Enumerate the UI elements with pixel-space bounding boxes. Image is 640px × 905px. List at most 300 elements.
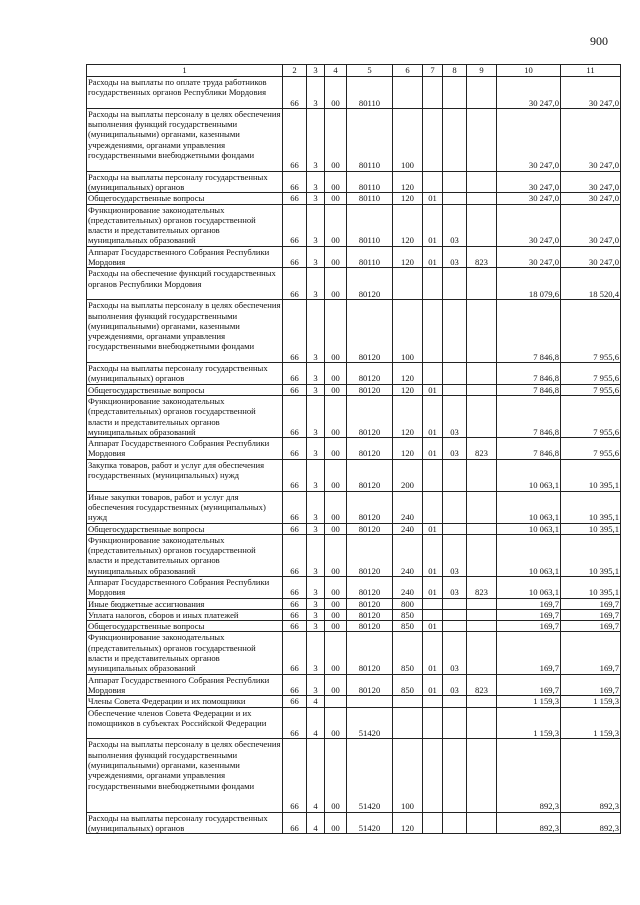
row-value-cell: 80120 — [347, 632, 393, 674]
row-value-cell: 240 — [393, 534, 423, 576]
row-name-cell: Общегосударственные вопросы — [87, 523, 283, 534]
row-value-cell: 66 — [283, 674, 307, 696]
row-value-cell: 03 — [443, 395, 467, 437]
row-value-cell: 03 — [443, 534, 467, 576]
row-value-cell: 03 — [443, 674, 467, 696]
table-row — [87, 459, 621, 491]
row-value-cell — [443, 598, 467, 609]
row-value-cell: 823 — [467, 246, 497, 268]
table-row — [87, 246, 621, 268]
row-value-cell: 7 846,8 — [497, 300, 561, 363]
row-name-cell: Функционирование законодательных (представительных) органов государственной власти и представительных органов муниципальных образований — [87, 632, 283, 674]
row-value-cell: 169,7 — [497, 621, 561, 632]
table-row — [87, 300, 621, 363]
row-value-cell: 4 — [307, 707, 325, 739]
row-value-cell — [443, 300, 467, 363]
column-header: 11 — [561, 65, 621, 77]
row-value-cell: 00 — [325, 438, 347, 460]
row-value-cell: 01 — [423, 384, 443, 395]
row-value-cell — [467, 491, 497, 523]
row-value-cell: 30 247,0 — [497, 77, 561, 109]
table-row — [87, 739, 621, 812]
row-value-cell: 00 — [325, 739, 347, 812]
row-value-cell: 4 — [307, 739, 325, 812]
row-name-cell: Расходы на выплаты персоналу государственных (муниципальных) органов — [87, 171, 283, 193]
table-header-row — [87, 65, 621, 77]
row-value-cell: 80110 — [347, 171, 393, 193]
row-value-cell: 00 — [325, 363, 347, 385]
row-value-cell — [467, 696, 497, 707]
row-value-cell: 00 — [325, 632, 347, 674]
row-value-cell: 66 — [283, 246, 307, 268]
row-value-cell: 892,3 — [561, 812, 621, 834]
row-value-cell: 892,3 — [497, 812, 561, 834]
row-value-cell: 100 — [393, 300, 423, 363]
row-value-cell: 00 — [325, 193, 347, 204]
row-value-cell: 169,7 — [497, 609, 561, 620]
row-value-cell: 00 — [325, 621, 347, 632]
row-value-cell: 01 — [423, 674, 443, 696]
row-value-cell — [467, 268, 497, 300]
row-value-cell: 3 — [307, 77, 325, 109]
column-header: 3 — [307, 65, 325, 77]
row-value-cell: 200 — [393, 459, 423, 491]
row-value-cell — [393, 77, 423, 109]
row-name-cell: Иные закупки товаров, работ и услуг для обеспечения государственных (муниципальных) нужд — [87, 491, 283, 523]
row-name-cell: Общегосударственные вопросы — [87, 384, 283, 395]
table-row — [87, 523, 621, 534]
row-value-cell: 01 — [423, 246, 443, 268]
row-value-cell: 03 — [443, 632, 467, 674]
row-value-cell: 823 — [467, 438, 497, 460]
row-value-cell: 120 — [393, 246, 423, 268]
row-value-cell: 66 — [283, 534, 307, 576]
row-value-cell: 120 — [393, 204, 423, 246]
row-value-cell: 10 063,1 — [497, 576, 561, 598]
table-row — [87, 696, 621, 707]
row-value-cell: 3 — [307, 246, 325, 268]
row-value-cell: 3 — [307, 576, 325, 598]
row-value-cell: 30 247,0 — [561, 193, 621, 204]
row-value-cell: 80120 — [347, 674, 393, 696]
row-value-cell: 850 — [393, 674, 423, 696]
row-value-cell — [423, 707, 443, 739]
row-value-cell: 66 — [283, 193, 307, 204]
budget-table — [86, 64, 621, 834]
row-name-cell: Функционирование законодательных (представительных) органов государственной власти и представительных органов муниципальных образований — [87, 204, 283, 246]
row-name-cell: Расходы на выплаты по оплате труда работников государственных органов Республики Мордовия — [87, 77, 283, 109]
table-row — [87, 438, 621, 460]
row-value-cell: 80120 — [347, 363, 393, 385]
row-value-cell: 00 — [325, 204, 347, 246]
row-value-cell: 800 — [393, 598, 423, 609]
row-name-cell: Обеспечение членов Совета Федерации и их помощников в субъектах Российской Федерации — [87, 707, 283, 739]
row-name-cell: Функционирование законодательных (представительных) органов государственной власти и представительных органов муниципальных образований — [87, 395, 283, 437]
row-value-cell: 3 — [307, 534, 325, 576]
row-value-cell: 66 — [283, 696, 307, 707]
row-value-cell: 01 — [423, 576, 443, 598]
column-header: 1 — [87, 65, 283, 77]
row-value-cell: 66 — [283, 171, 307, 193]
row-value-cell: 01 — [423, 193, 443, 204]
row-value-cell — [423, 268, 443, 300]
row-value-cell: 169,7 — [497, 674, 561, 696]
row-value-cell — [423, 812, 443, 834]
row-value-cell: 100 — [393, 739, 423, 812]
row-value-cell: 80120 — [347, 534, 393, 576]
row-value-cell: 66 — [283, 204, 307, 246]
column-header: 4 — [325, 65, 347, 77]
row-value-cell — [467, 77, 497, 109]
row-value-cell: 169,7 — [561, 598, 621, 609]
row-name-cell: Расходы на выплаты персоналу в целях обеспечения выполнения функций государственными (муниципальными) органами, казенными учреждениями, органами управления государственными внебюджетными фондами — [87, 108, 283, 171]
row-value-cell: 00 — [325, 534, 347, 576]
row-value-cell — [467, 459, 497, 491]
row-value-cell: 850 — [393, 632, 423, 674]
row-value-cell: 80120 — [347, 300, 393, 363]
row-name-cell: Аппарат Государственного Собрания Республики Мордовия — [87, 576, 283, 598]
page-number: 900 — [590, 34, 608, 48]
row-value-cell: 66 — [283, 576, 307, 598]
row-value-cell: 7 846,8 — [497, 363, 561, 385]
row-value-cell: 00 — [325, 246, 347, 268]
row-value-cell — [443, 491, 467, 523]
row-value-cell: 00 — [325, 707, 347, 739]
row-value-cell: 3 — [307, 108, 325, 171]
row-value-cell: 80110 — [347, 193, 393, 204]
row-value-cell: 80120 — [347, 491, 393, 523]
row-name-cell: Аппарат Государственного Собрания Республики Мордовия — [87, 246, 283, 268]
row-name-cell: Расходы на выплаты персоналу в целях обеспечения выполнения функций государственными (муниципальными) органами, казенными учреждениями, органами управления государственными внебюджетными фондами — [87, 300, 283, 363]
row-value-cell: 7 955,6 — [561, 395, 621, 437]
row-value-cell: 1 159,3 — [561, 707, 621, 739]
table-row — [87, 108, 621, 171]
row-value-cell: 169,7 — [561, 621, 621, 632]
table-row — [87, 534, 621, 576]
row-value-cell: 00 — [325, 459, 347, 491]
row-value-cell: 3 — [307, 438, 325, 460]
row-value-cell — [423, 77, 443, 109]
row-name-cell: Закупка товаров, работ и услуг для обеспечения государственных (муниципальных) нужд — [87, 459, 283, 491]
table-row — [87, 707, 621, 739]
row-value-cell — [467, 739, 497, 812]
row-value-cell: 3 — [307, 193, 325, 204]
row-value-cell: 66 — [283, 621, 307, 632]
row-value-cell: 80110 — [347, 246, 393, 268]
row-value-cell: 00 — [325, 77, 347, 109]
table-row — [87, 674, 621, 696]
row-value-cell: 4 — [307, 812, 325, 834]
column-header: 6 — [393, 65, 423, 77]
row-name-cell: Аппарат Государственного Собрания Республики Мордовия — [87, 438, 283, 460]
table-row — [87, 632, 621, 674]
row-value-cell: 80120 — [347, 395, 393, 437]
table-row — [87, 193, 621, 204]
row-value-cell: 66 — [283, 77, 307, 109]
row-value-cell: 66 — [283, 739, 307, 812]
row-value-cell: 00 — [325, 523, 347, 534]
row-value-cell — [467, 204, 497, 246]
row-name-cell: Аппарат Государственного Собрания Республики Мордовия — [87, 674, 283, 696]
table-row — [87, 598, 621, 609]
row-value-cell — [423, 300, 443, 363]
row-value-cell: 80120 — [347, 459, 393, 491]
row-value-cell: 169,7 — [561, 674, 621, 696]
row-value-cell: 120 — [393, 171, 423, 193]
row-name-cell: Функционирование законодательных (представительных) органов государственной власти и представительных органов муниципальных образований — [87, 534, 283, 576]
row-value-cell: 30 247,0 — [561, 204, 621, 246]
row-value-cell: 169,7 — [497, 632, 561, 674]
row-value-cell: 240 — [393, 576, 423, 598]
row-name-cell: Иные бюджетные ассигнования — [87, 598, 283, 609]
row-value-cell: 823 — [467, 674, 497, 696]
row-value-cell: 66 — [283, 632, 307, 674]
row-value-cell: 00 — [325, 300, 347, 363]
row-value-cell: 3 — [307, 621, 325, 632]
row-value-cell: 80120 — [347, 438, 393, 460]
column-header: 7 — [423, 65, 443, 77]
row-value-cell: 66 — [283, 395, 307, 437]
row-name-cell: Общегосударственные вопросы — [87, 621, 283, 632]
column-header: 5 — [347, 65, 393, 77]
row-value-cell: 850 — [393, 609, 423, 620]
row-value-cell: 10 395,1 — [561, 491, 621, 523]
row-value-cell: 30 247,0 — [497, 171, 561, 193]
row-value-cell: 80110 — [347, 204, 393, 246]
table-row — [87, 491, 621, 523]
row-value-cell — [423, 491, 443, 523]
table-row — [87, 384, 621, 395]
row-value-cell: 00 — [325, 268, 347, 300]
row-value-cell: 66 — [283, 268, 307, 300]
row-value-cell — [443, 171, 467, 193]
row-value-cell: 03 — [443, 438, 467, 460]
row-value-cell: 00 — [325, 384, 347, 395]
row-value-cell: 51420 — [347, 739, 393, 812]
row-value-cell: 66 — [283, 363, 307, 385]
row-value-cell: 10 395,1 — [561, 576, 621, 598]
row-value-cell: 00 — [325, 395, 347, 437]
row-value-cell: 169,7 — [561, 609, 621, 620]
row-value-cell: 169,7 — [497, 598, 561, 609]
row-value-cell: 3 — [307, 459, 325, 491]
row-value-cell — [443, 707, 467, 739]
row-value-cell: 66 — [283, 707, 307, 739]
row-value-cell: 18 520,4 — [561, 268, 621, 300]
row-value-cell: 66 — [283, 108, 307, 171]
row-value-cell: 7 846,8 — [497, 438, 561, 460]
row-value-cell — [443, 108, 467, 171]
row-value-cell: 1 159,3 — [561, 696, 621, 707]
row-value-cell: 7 846,8 — [497, 384, 561, 395]
row-value-cell: 00 — [325, 812, 347, 834]
row-value-cell — [443, 384, 467, 395]
row-value-cell: 80120 — [347, 621, 393, 632]
row-value-cell: 80120 — [347, 523, 393, 534]
column-header: 2 — [283, 65, 307, 77]
row-value-cell: 00 — [325, 108, 347, 171]
row-value-cell: 3 — [307, 523, 325, 534]
row-value-cell — [443, 621, 467, 632]
row-value-cell: 7 955,6 — [561, 384, 621, 395]
row-name-cell: Расходы на выплаты персоналу государственных (муниципальных) органов — [87, 812, 283, 834]
row-value-cell — [467, 812, 497, 834]
row-value-cell: 01 — [423, 523, 443, 534]
row-value-cell — [423, 609, 443, 620]
column-header: 9 — [467, 65, 497, 77]
row-value-cell: 7 955,6 — [561, 363, 621, 385]
row-value-cell: 120 — [393, 193, 423, 204]
row-value-cell: 00 — [325, 576, 347, 598]
row-name-cell: Члены Совета Федерации и их помощники — [87, 696, 283, 707]
row-value-cell: 01 — [423, 204, 443, 246]
row-value-cell: 3 — [307, 268, 325, 300]
row-value-cell: 00 — [325, 171, 347, 193]
row-value-cell — [467, 193, 497, 204]
row-value-cell: 80120 — [347, 609, 393, 620]
row-value-cell: 00 — [325, 609, 347, 620]
row-value-cell: 30 247,0 — [497, 246, 561, 268]
row-value-cell: 18 079,6 — [497, 268, 561, 300]
row-value-cell — [443, 268, 467, 300]
table-row — [87, 576, 621, 598]
row-value-cell — [347, 696, 393, 707]
table-row — [87, 268, 621, 300]
row-value-cell: 1 159,3 — [497, 696, 561, 707]
row-value-cell: 3 — [307, 300, 325, 363]
row-value-cell: 80120 — [347, 384, 393, 395]
row-value-cell: 66 — [283, 523, 307, 534]
row-value-cell: 66 — [283, 384, 307, 395]
row-value-cell: 3 — [307, 598, 325, 609]
row-value-cell: 120 — [393, 438, 423, 460]
row-value-cell: 30 247,0 — [497, 193, 561, 204]
row-value-cell: 3 — [307, 674, 325, 696]
row-value-cell: 7 955,6 — [561, 300, 621, 363]
row-value-cell: 01 — [423, 534, 443, 576]
row-value-cell: 30 247,0 — [561, 171, 621, 193]
row-value-cell — [393, 696, 423, 707]
row-value-cell — [393, 268, 423, 300]
row-value-cell: 80120 — [347, 598, 393, 609]
row-value-cell: 3 — [307, 171, 325, 193]
row-value-cell — [423, 363, 443, 385]
row-value-cell: 66 — [283, 438, 307, 460]
row-value-cell: 3 — [307, 609, 325, 620]
row-value-cell: 51420 — [347, 707, 393, 739]
row-value-cell — [423, 459, 443, 491]
row-value-cell: 823 — [467, 576, 497, 598]
row-value-cell — [467, 523, 497, 534]
row-value-cell: 66 — [283, 300, 307, 363]
row-value-cell: 3 — [307, 204, 325, 246]
row-value-cell: 240 — [393, 523, 423, 534]
row-value-cell — [443, 812, 467, 834]
column-header: 10 — [497, 65, 561, 77]
row-value-cell: 120 — [393, 363, 423, 385]
row-value-cell — [423, 108, 443, 171]
table-row — [87, 609, 621, 620]
row-value-cell: 3 — [307, 491, 325, 523]
row-value-cell: 03 — [443, 246, 467, 268]
row-value-cell: 10 063,1 — [497, 459, 561, 491]
row-value-cell: 03 — [443, 576, 467, 598]
row-value-cell — [467, 363, 497, 385]
row-value-cell — [443, 77, 467, 109]
row-value-cell — [467, 621, 497, 632]
row-value-cell: 51420 — [347, 812, 393, 834]
row-value-cell: 10 395,1 — [561, 523, 621, 534]
row-value-cell: 66 — [283, 491, 307, 523]
row-value-cell — [443, 523, 467, 534]
row-value-cell — [467, 598, 497, 609]
row-value-cell: 00 — [325, 491, 347, 523]
row-value-cell — [443, 739, 467, 812]
row-value-cell — [467, 609, 497, 620]
row-value-cell: 120 — [393, 812, 423, 834]
row-value-cell: 66 — [283, 459, 307, 491]
row-value-cell: 30 247,0 — [561, 77, 621, 109]
table-row — [87, 171, 621, 193]
row-value-cell — [467, 707, 497, 739]
row-value-cell: 80120 — [347, 576, 393, 598]
table-row — [87, 77, 621, 109]
row-value-cell: 169,7 — [561, 632, 621, 674]
row-value-cell: 00 — [325, 674, 347, 696]
row-value-cell: 892,3 — [497, 739, 561, 812]
table-row — [87, 812, 621, 834]
row-value-cell — [467, 300, 497, 363]
row-value-cell — [467, 108, 497, 171]
row-value-cell — [443, 609, 467, 620]
row-value-cell: 10 063,1 — [497, 534, 561, 576]
row-value-cell — [443, 696, 467, 707]
row-value-cell: 7 846,8 — [497, 395, 561, 437]
column-header: 8 — [443, 65, 467, 77]
row-value-cell: 66 — [283, 609, 307, 620]
row-value-cell: 30 247,0 — [497, 108, 561, 171]
row-value-cell: 01 — [423, 632, 443, 674]
row-value-cell: 30 247,0 — [561, 108, 621, 171]
row-value-cell — [467, 632, 497, 674]
row-value-cell — [423, 598, 443, 609]
row-value-cell: 3 — [307, 384, 325, 395]
row-value-cell — [443, 363, 467, 385]
row-value-cell: 80120 — [347, 268, 393, 300]
row-value-cell: 3 — [307, 395, 325, 437]
row-value-cell: 01 — [423, 438, 443, 460]
row-value-cell — [467, 171, 497, 193]
row-value-cell — [467, 395, 497, 437]
row-value-cell: 892,3 — [561, 739, 621, 812]
row-value-cell: 120 — [393, 384, 423, 395]
row-value-cell — [423, 739, 443, 812]
table-row — [87, 395, 621, 437]
row-value-cell — [423, 171, 443, 193]
row-value-cell: 7 955,6 — [561, 438, 621, 460]
row-value-cell: 10 063,1 — [497, 491, 561, 523]
row-name-cell: Общегосударственные вопросы — [87, 193, 283, 204]
row-value-cell: 10 395,1 — [561, 459, 621, 491]
row-value-cell: 01 — [423, 621, 443, 632]
row-value-cell: 3 — [307, 363, 325, 385]
row-value-cell: 66 — [283, 812, 307, 834]
row-value-cell — [467, 384, 497, 395]
row-value-cell — [467, 534, 497, 576]
row-value-cell — [443, 459, 467, 491]
row-value-cell: 120 — [393, 395, 423, 437]
row-value-cell — [443, 193, 467, 204]
